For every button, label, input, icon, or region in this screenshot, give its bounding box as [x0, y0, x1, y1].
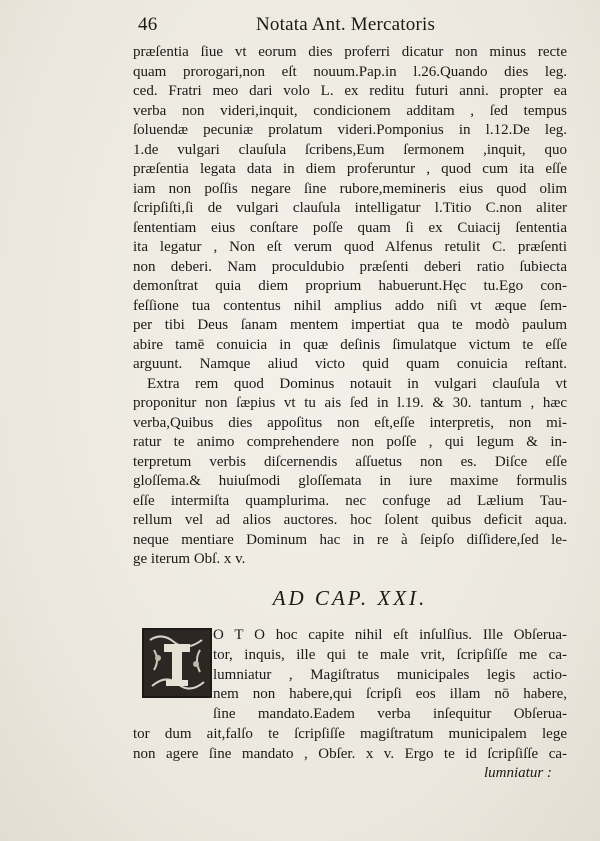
text-line: arguunt. Namque aliud victo quid quam conuicia reſtant. [133, 356, 567, 372]
text-line: iam non poſſis negare ſine rubore,memineris eius quod olim [133, 180, 567, 197]
text-line: lumniatur , Magiſtratus municipales legis actio- [213, 666, 567, 683]
catchword: lumniatur : [484, 765, 552, 781]
text-line: abire tamē conuicia in quæ deſinis ſimulatque victum te eſſe [133, 336, 567, 353]
text-line: ge iterum Obſ. x v. [133, 551, 246, 567]
text-line: O T O hoc capite nihil eſt inſulſius. Ille Obſerua- [213, 627, 567, 643]
text-line: verba,Quibus dies appoſitus non eſt,eſſe interpretis, non mi- [133, 414, 567, 431]
text-line: feſſione tua contentus nihil amplius addo niſi vt æque ſem- [133, 297, 567, 314]
text-line: nem non habere,qui ſcripſi eos illam nō habere, [213, 686, 567, 703]
main-text [133, 43, 567, 570]
text-line: 1.de vulgari clauſula ſcribens,Eum ſermonem ,inquit, quo [133, 141, 567, 158]
page-number: 46 [138, 14, 158, 35]
text-line: tor, inquis, ille qui te male vrit, ſcripſiſſe me ca- [213, 646, 567, 663]
text-line: ratur te animo comprehendere non poſſe , qui legum & in- [133, 434, 567, 450]
text-line: præſentia legata data in diem proferuntur , quod cum ita eſſe [133, 161, 567, 177]
text-line: gloſſema.& huiuſmodi gloſſemata in iure maxime formulis [133, 473, 567, 489]
running-title: Notata Ant. Mercatoris [256, 14, 436, 35]
text-line: Extra rem quod Dominus notauit in vulgari clauſula vt [147, 375, 567, 392]
text-line: verba non videri,inquit, condicionem additam , ſed tempus [133, 102, 567, 119]
text-line: terpretum verbis diſcernendis aſſuetus non es. Diſce eſſe [133, 453, 567, 470]
text-line: proponitur non ſæpius vt tu ais ſed in l.19. & 30. tantum , hæc [133, 395, 567, 411]
text-line: eſſe intermiſta quamplurima. nec confuge ad Lælium Tau- [133, 492, 567, 509]
text-line: per tibi Deus ſanam mentem impertiat qua te modò paulum [133, 317, 567, 333]
text-line: ſcripſiſti,ſi de vulgari clauſula intelligatur l.Titio C.non aliter [133, 200, 567, 216]
text-line: non deberi. Nam proculdubio præſenti deberi ratio ſubiecta [133, 258, 567, 275]
text-line: neque mentiare Dominum hac in re à ſeipſo diſſidere,ſed le- [133, 531, 567, 548]
text-line: tor dum ait,falſo te ſcripſiſſe magiſtratum municipalem lege [133, 725, 567, 742]
text-line: quam prorogari,non eſt nouum.Pap.in l.26.Quando dies leg. [133, 63, 567, 80]
text-line: ſoluendæ pecuniæ prolatum videri.Pomponius in l.12.De leg. [133, 122, 567, 138]
text-line: demonſtrat quia diem proprium habuerunt.Hęc tu.Ego con- [133, 278, 567, 294]
text-line: non agere ſine mandato , Obſer. x v. Ergo te id ſcripſiſſe ca- [133, 745, 567, 762]
text-line: ita legatur , Non eſt verum quod Alfenus retulit C. præſenti [133, 239, 567, 255]
chapter-heading: AD CAP. XXI. [272, 586, 428, 610]
text-line: præſentia ſiue vt eorum dies proferri dicatur non minus recte [133, 44, 567, 60]
chapter-text [133, 626, 567, 765]
text-line: rellum vel ad alios auctores. hoc ſolent quibus deficit aqua. [133, 512, 567, 528]
page-header [138, 14, 478, 36]
text-line: ſententiam eius conſtare poſſe quam ſi ex Cuiacij ſententia [133, 219, 567, 236]
text-line: ſine mandato.Eadem verba inſequitur Obſerua- [213, 706, 567, 723]
text-line: ced. Fratri meo dari volo L. ex reditu futuri anni. propter ea [133, 83, 567, 99]
